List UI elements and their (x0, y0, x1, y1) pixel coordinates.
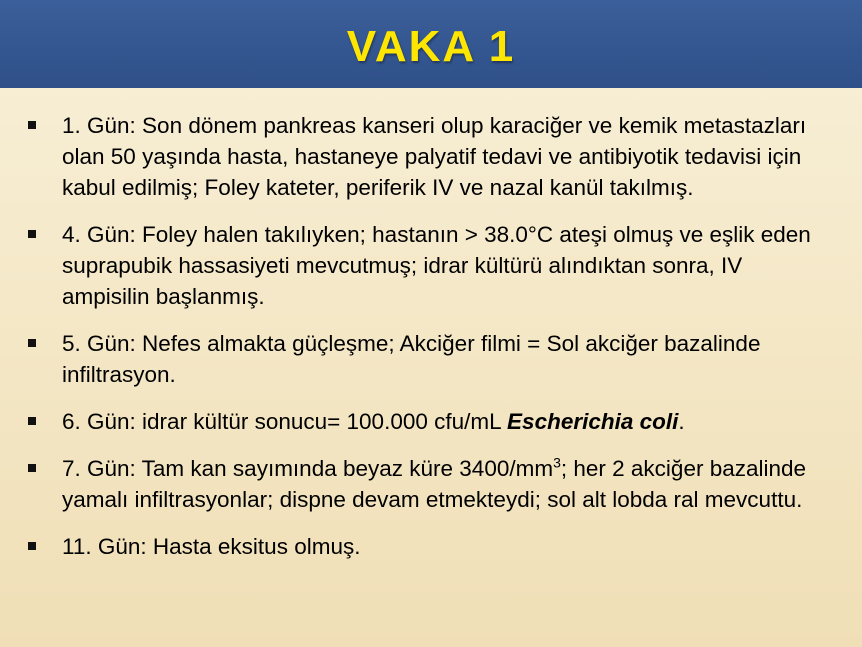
square-bullet-icon (28, 121, 36, 129)
bullet-list (22, 110, 832, 562)
organism-name: Escherichia coli (507, 409, 679, 434)
bullet-item-day-11 (22, 531, 832, 562)
superscript-exponent: 3 (553, 454, 561, 471)
bullet-item-day-6 (22, 406, 832, 437)
bullet-text-post: . (678, 409, 685, 434)
bullet-item-day-4 (22, 219, 832, 312)
bullet-text: 11. Gün: Hasta eksitus olmuş. (62, 534, 361, 559)
square-bullet-icon (28, 417, 36, 425)
bullet-text-pre: 7. Gün: Tam kan sayımında beyaz küre 3400/mm (62, 456, 554, 481)
square-bullet-icon (28, 339, 36, 347)
slide-content (0, 110, 862, 578)
bullet-text: 5. Gün: Nefes almakta güçleşme; Akciğer filmi = Sol akciğer bazalinde infiltrasyon. (62, 331, 761, 387)
slide-title: VAKA 1 (346, 22, 516, 71)
bullet-text-post: ; her 2 akciğer bazalinde yamalı infiltrasyonlar; dispne devam etmekteydi; sol alt lobda ral mevcuttu. (62, 456, 807, 512)
bullet-text-pre: 6. Gün: idrar kültür sonucu= 100.000 cfu/mL (62, 409, 508, 434)
square-bullet-icon (28, 464, 36, 472)
bullet-item-day-1 (22, 110, 832, 203)
bullet-text: 1. Gün: Son dönem pankreas kanseri olup karaciğer ve kemik metastazları olan 50 yaşında hasta, hastaneye palyatif tedavi ve antibiyotik tedavisi için kabul edilmiş; Foley kateter, periferik IV ve nazal kanül takılmış. (62, 113, 807, 200)
square-bullet-icon (28, 542, 36, 550)
bullet-item-day-7 (22, 453, 832, 515)
title-bar (0, 0, 862, 88)
bullet-text: 4. Gün: Foley halen takılıyken; hastanın > 38.0°C ateşi olmuş ve eşlik eden suprapubik hassasiyeti mevcutmuş; idrar kültürü alındıktan sonra, IV ampisilin başlanmış. (62, 222, 811, 309)
bullet-item-day-5 (22, 328, 832, 390)
square-bullet-icon (28, 230, 36, 238)
